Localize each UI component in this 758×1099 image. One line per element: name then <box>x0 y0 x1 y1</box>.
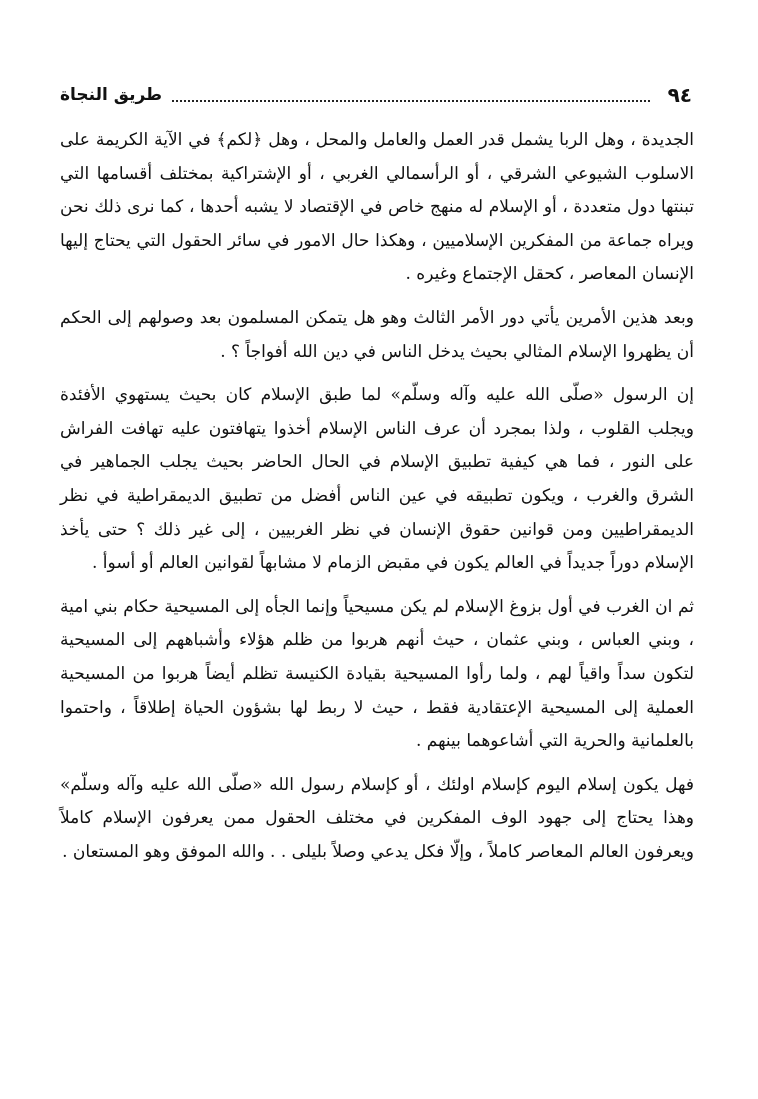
body-text <box>60 124 694 879</box>
paragraph-text: الجديدة ، وهل الربا يشمل قدر العمل والعامل والمحل ، وهل ﴿لكم﴾ في الآية الكريمة على الاسلوب الشيوعي الشرقي ، أو الرأسمالي الغربي ، أو الإشتراكية بمختلف أقسامها التي تبنتها دول متعددة ، أو الإسلام له منهج خاص في الإقتصاد لا يشبه أحدها ، كما نرى ذلك نحن ويراه جماعة من المفكرين الإسلاميين ، وهكذا حال الامور في سائر الحقول التي يحتاج إليها الإنسان المعاصر ، كحقل الإجتماع وغيره . <box>60 130 694 285</box>
page-number: ٩٤ <box>667 83 692 107</box>
paragraph-text: إن الرسول «صلّى الله عليه وآله وسلّم» لما طبق الإسلام كان بحيث يستهوي الأفئدة ويجلب القلوب ، ولذا بمجرد أن عرف الناس الإسلام أخذوا يتهافتون عليه تهافت الفراش على النور ، فما هي كيفية تطبيق الإسلام في الحال الحاضر بحيث يجلب الجماهير في الشرق والغرب ، ويكون تطبيقه في عين الناس أفضل من تطبيق الديمقراطية في نظر الديمقراطيين ومن قوانين حقوق الإنسان في نظر الغربيين ، إلى غير ذلك ؟ حتى يأخذ الإسلام دوراً جديداً في العالم يكون في مقبض الزمام لا مشابهاً لقوانين العالم أو أسوأ . <box>60 385 694 574</box>
paragraph-text: ثم ان الغرب في أول بزوغ الإسلام لم يكن مسيحياً وإنما الجأه إلى المسيحية حكام بني امية ، وبني العباس ، وبني عثمان ، حيث أنهم هربوا من ظلم هؤلاء وأشباههم إلى المسيحية لتكون سداً واقياً لهم ، ولما رأوا المسيحية بقيادة الكنيسة تظلم أيضاً هربوا من المسيحية العملية إلى المسيحية الإعتقادية فقط ، حيث لا ربط لها بشؤون الحياة إطلاقاً ، واحتموا بالعلمانية والحرية التي أشاعوهما بينهم . <box>60 596 694 752</box>
page-header <box>60 80 692 110</box>
paragraph <box>60 769 694 870</box>
header-dotted-leader <box>172 99 650 102</box>
paragraph <box>60 124 694 292</box>
running-title: طريق النجاة <box>60 85 163 105</box>
paragraph <box>60 379 694 581</box>
paragraph-text: وبعد هذين الأمرين يأتي دور الأمر الثالث وهو هل يتمكن المسلمون بعد وصولهم إلى الحكم أن يظهروا الإسلام المثالي بحيث يدخل الناس في دين الله أفواجاً ؟ . <box>60 307 694 362</box>
paragraph <box>60 302 694 369</box>
paragraph-text: فهل يكون إسلام اليوم كإسلام اولئك ، أو كإسلام رسول الله «صلّى الله عليه وآله وسلّم» وهذا يحتاج إلى جهود الوف المفكرين في مختلف الحقول ممن يعرفون الإسلام كاملاً ويعرفون العالم المعاصر كاملاً ، وإلّا فكل يدعي وصلاً بليلى . . والله الموفق وهو المستعان . <box>60 774 694 862</box>
paragraph <box>60 591 694 759</box>
